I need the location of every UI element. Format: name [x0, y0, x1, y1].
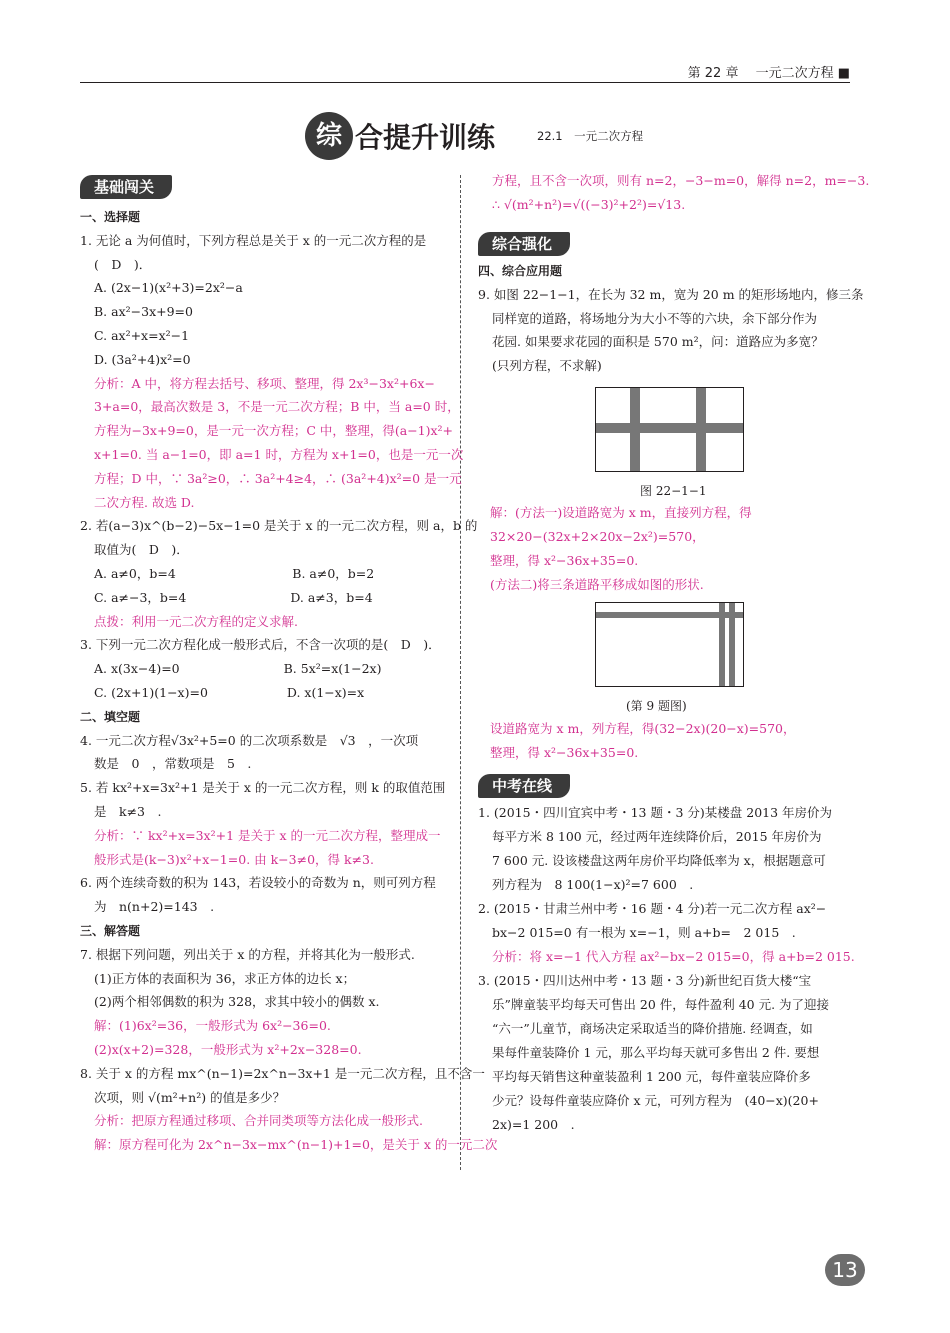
left-line: C. (2x+1)(1−x)=0 D. x(1−x)=x: [94, 685, 365, 700]
left-line: A. x(3x−4)=0 B. 5x²=x(1−2x): [94, 661, 382, 677]
right_exam-line: 果每件童装降价 1 元，那么平均每天就可多售出 2 件. 要想: [492, 1045, 820, 1060]
left-line: 取值为( D )．: [94, 542, 189, 558]
right_mid-line: (只列方程，不求解): [492, 358, 602, 374]
left-line: 6. 两个连续奇数的积为 143，若设较小的奇数为 n，则可列方程: [80, 875, 436, 891]
left-line: D. (3a²+4)x²=0: [94, 351, 191, 367]
left-line: ( D )．: [94, 256, 152, 272]
right_top-line: 方程，且不含一次项，则有 n=2，−3−m=0，解得 n=2，m=−3.: [492, 173, 870, 188]
left-line: 1. 无论 a 为何值时，下列方程总是关于 x 的一元二次方程的是: [80, 232, 427, 248]
right_mid-line: 花园. 如果要求花园的面积是 570 m²，问：道路应为多宽？: [492, 334, 824, 350]
right_sol-line: 整理，得 x²−36x+35=0.: [490, 553, 639, 568]
road-vertical-2: [729, 603, 735, 686]
left-line: 般形式是(k−3)x²+x−1=0. 由 k−3≠0，得 k≠3.: [94, 851, 374, 867]
badge-basic: 基础闯关: [80, 175, 172, 199]
road-horizontal: [596, 423, 743, 433]
right_exam-line: 2x)=1 200 .: [492, 1117, 575, 1132]
right_exam-line: 平均每天销售这种童装盈利 1 200 元，每件童装应降价多: [492, 1069, 811, 1084]
right_exam-line: 分析：将 x=−1 代入方程 ax²−bx−2 015=0，得 a+b=2 015.: [492, 949, 855, 964]
left-line: 点拨：利用一元二次方程的定义求解.: [94, 613, 298, 629]
left-line: 分析：∵ kx²+x=3x²+1 是关于 x 的一元二次方程，整理成一: [94, 827, 441, 843]
title-text: 合提升训练: [355, 121, 496, 154]
left-line: 方程为−3x+9=0，是一元一次方程；C 中，整理，得(a−1)x²+: [94, 423, 454, 439]
right_sol2-line: 整理，得 x²−36x+35=0.: [490, 745, 639, 760]
right_sol-line: (方法二)将三条道路平移成如图的形状.: [490, 577, 704, 592]
right_exam-line: 少元？设每件童装应降价 x 元，可列方程为 (40−x)(20+: [492, 1093, 819, 1108]
right_exam-line: 3. (2015・四川达州中考・13 题・3 分)新世纪百货大楼“宝: [478, 973, 812, 988]
left-line: 3. 下列一元二次方程化成一般形式后，不含一次项的是( D )．: [80, 637, 441, 653]
left-line: (1)正方体的表面积为 36，求正方体的边长 x；: [94, 970, 356, 986]
left-line: B. ax²−3x+9=0: [94, 304, 193, 320]
right_top-line: ∴ √(m²+n²)=√((−3)²+2²)=√13.: [492, 196, 686, 212]
left-line: 2. 若(a−3)x^(b−2)−5x−1=0 是关于 x 的一元二次方程，则 a，b 的: [80, 518, 478, 534]
right_exam-line: 每平方米 8 100 元，经过两年连续降价后，2015 年房价为: [492, 829, 822, 844]
figure-22-1-1: [595, 387, 744, 472]
left-line: C. a≠−3，b=4 D. a≠3，b=4: [94, 589, 373, 605]
left-line: 为 n(n+2)=143 .: [94, 899, 215, 915]
road-vertical-1: [719, 603, 725, 686]
chapter-title: 第 22 章 一元二次方程 ■: [687, 66, 850, 81]
left-line: 7. 根据下列问题，列出关于 x 的方程，并将其化为一般形式.: [80, 946, 415, 962]
right_mid-line: 同样宽的道路，将场地分为大小不等的六块，余下部分作为: [492, 310, 818, 326]
page-number: 13: [825, 1254, 865, 1286]
left-line: (2)x(x+2)=328，一般形式为 x²+2x−328=0.: [94, 1042, 362, 1057]
left-line: 一、选择题: [80, 210, 141, 224]
left-line: 方程；D 中，∵ 3a²≥0，∴ 3a²+4≥4，∴ (3a²+4)x²=0 是一元: [94, 470, 462, 486]
left-line: x+1=0. 当 a−1=0，即 a=1 时，方程为 x+1=0，也是一元一次: [94, 447, 464, 462]
badge-exam: 中考在线: [478, 774, 570, 798]
left-line: 是 k≠3 .: [94, 804, 162, 819]
left-line: 5. 若 kx²+x=3x²+1 是关于 x 的一元二次方程，则 k 的取值范围: [80, 780, 446, 796]
left-line: (2)两个相邻偶数的积为 328，求其中较小的偶数 x.: [94, 994, 380, 1010]
left-line: 分析：把原方程通过移项、合并同类项等方法化成一般形式.: [94, 1113, 423, 1129]
title-subtitle: 22.1 一元二次方程: [537, 129, 644, 143]
right_mid-line: 9. 如图 22−1−1，在长为 32 m，宽为 20 m 的矩形场地内，修三条: [478, 286, 864, 302]
title-first-char: 综: [305, 112, 353, 160]
right_exam-line: bx−2 015=0 有一根为 x=−1，则 a+b= 2 015 .: [492, 925, 796, 940]
left-line: 数是 0 ，常数项是 5 .: [94, 756, 252, 772]
right_sol-line: 解：(方法一)设道路宽为 x m，直接列方程，得: [490, 505, 752, 520]
left-line: 二、填空题: [80, 709, 141, 724]
right_exam-line: 7 600 元. 设该楼盘这两年房价平均降低率为 x，根据题意可: [492, 853, 826, 868]
right_mid-line: 四、综合应用题: [478, 264, 563, 278]
left-line: 三、解答题: [80, 924, 141, 938]
right_exam-line: 乐”牌童装平均每天可售出 20 件，每件盈利 40 元. 为了迎接: [492, 997, 830, 1012]
left-line: 分析：A 中，将方程去括号、移项、整理，得 2x³−3x²+6x−: [94, 375, 435, 391]
running-header: [80, 62, 850, 83]
left-line: 4. 一元二次方程√3x²+5=0 的二次项系数是 √3 ，一次项: [80, 732, 419, 748]
left-line: A. a≠0，b=4 B. a≠0，b=2: [94, 566, 375, 581]
left-line: 3+a=0，最高次数是 3，不是一元二次方程；B 中，当 a=0 时，: [94, 399, 460, 415]
right_exam-line: 1. (2015・四川宜宾中考・13 题・3 分)某楼盘 2013 年房价为: [478, 805, 833, 820]
right_sol2-line: 设道路宽为 x m，列方程，得(32−2x)(20−x)=570，: [490, 721, 796, 736]
left-line: 解：(1)6x²=36，一般形式为 6x²−36=0.: [94, 1018, 331, 1034]
badge-strong: 综合强化: [478, 232, 570, 256]
right_exam-line: 列方程为 8 100(1−x)²=7 600 .: [492, 877, 694, 892]
right_sol-line: 32×20−(32x+2×20x−2x²)=570，: [490, 529, 705, 544]
column-divider: [460, 175, 461, 1170]
left-line: 二次方程. 故选 D.: [94, 494, 195, 510]
left-line: A. (2x−1)(x²+3)=2x²−a: [94, 280, 243, 296]
figure-caption-2: (第 9 题图): [626, 699, 687, 713]
figure-9-translated: [595, 602, 744, 687]
left-line: C. ax²+x=x²−1: [94, 328, 190, 343]
left-line: 解：原方程可化为 2x^n−3x−mx^(n−1)+1=0，是关于 x 的一元二次: [94, 1137, 498, 1153]
left-line: 次项，则 √(m²+n²) 的值是多少？: [94, 1089, 286, 1105]
right_exam-line: 2. (2015・甘肃兰州中考・16 题・4 分)若一元二次方程 ax²−: [478, 901, 827, 916]
right_exam-line: “六一”儿童节，商场决定采取适当的降价措施. 经调查，如: [492, 1021, 813, 1036]
figure-caption-1: 图 22−1−1: [640, 484, 707, 498]
left-line: 8. 关于 x 的方程 mx^(n−1)=2x^n−3x+1 是一元二次方程，且不含一: [80, 1065, 485, 1081]
